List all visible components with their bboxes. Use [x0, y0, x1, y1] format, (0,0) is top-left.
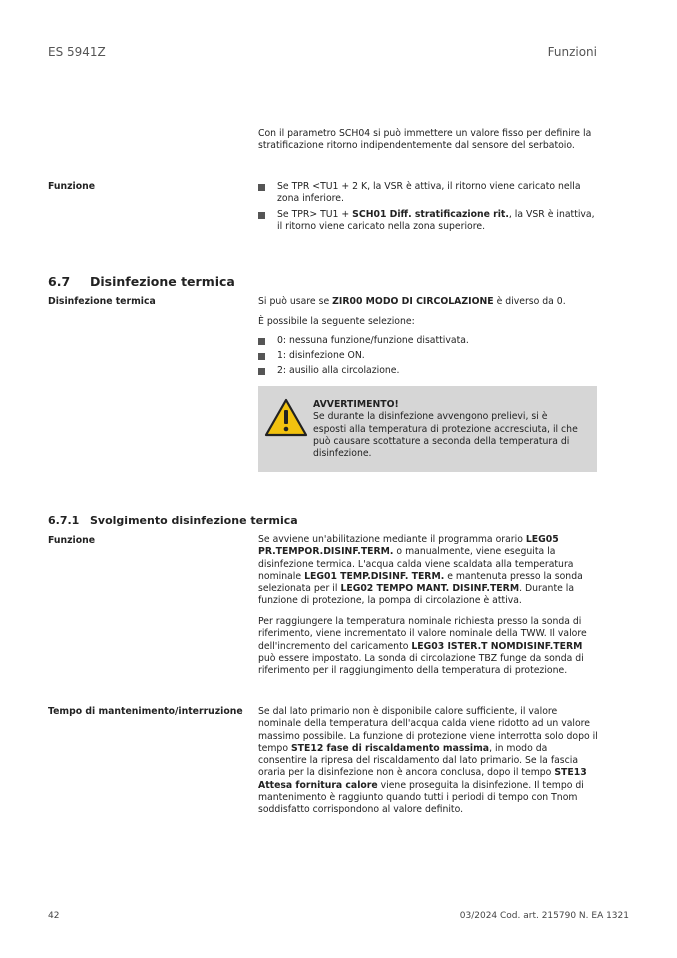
bullet-item — [258, 209, 598, 234]
intro-paragraph: Con il parametro SCH04 si può immettere un valore fisso per definire la stratificazione ritorno indipendentemente dal sensore del serbatoio. — [258, 128, 592, 152]
paragraph: Per raggiungere la temperatura nominale richiesta presso la sonda di riferimento, viene incrementato il valore nominale della TWW. Il valore dell'incremento del caricamento LEG03 ISTER.T NOMDISINF.TERM può essere impostato. La sonda di circolazione TBZ funge da sonda di riferimento per il raggiungimento della temperatura di protezione. — [258, 616, 587, 677]
bullet-square-icon — [258, 184, 265, 191]
disinfezione-label: Disinfezione termica — [48, 296, 156, 307]
warning-triangle-icon — [264, 398, 308, 438]
option-item: 0: nessuna funzione/funzione disattivata. — [258, 335, 598, 347]
tempo-mantenimento-label: Tempo di mantenimento/interruzione — [48, 706, 243, 717]
funzione-label: Funzione — [48, 535, 96, 546]
warning-box — [258, 386, 597, 472]
bullet-square-icon — [258, 353, 265, 360]
warning-body: Se durante la disinfezione avvengono prelievi, si è esposti alla temperatura di protezione accresciuta, il che può causare scottature a seconda della temperatura di disinfezione. — [313, 411, 578, 460]
option-item: 1: disinfezione ON. — [258, 350, 598, 362]
warning-text — [313, 399, 583, 460]
paragraph: Se avviene un'abilitazione mediante il programma orario LEG05 PR.TEMPOR.DISINF.TERM. o manualmente, viene eseguita la disinfezione termica. L'acqua calda viene scaldata alla temperatura nominale LEG01 TEMP.DISINF. TERM. e mantenuta presso la sonda selezionata per il LEG02 TEMPO MANT. DISINF.TERM. Durante la funzione di protezione, la pompa di circolazione è attiva. — [258, 534, 583, 607]
header-section-title: Funzioni — [547, 45, 597, 59]
bullet-square-icon — [258, 368, 265, 375]
warning-title: AVVERTIMENTO! — [313, 399, 399, 410]
section-heading-6-7-1: 6.7.1 Svolgimento disinfezione termica — [48, 514, 298, 527]
option-item: 2: ausilio alla circolazione. — [258, 365, 598, 377]
bullet-text: Se TPR <TU1 + 2 K, la VSR è attiva, il ritorno viene caricato nella zona inferiore. — [277, 181, 581, 205]
funzione-label: Funzione — [48, 181, 96, 192]
header-document-code: ES 5941Z — [48, 45, 106, 59]
bullet-item — [258, 181, 598, 206]
bullet-square-icon — [258, 212, 265, 219]
page-number: 42 — [48, 911, 60, 921]
bullet-square-icon — [258, 338, 265, 345]
paragraph: Si può usare se ZIR00 MODO DI CIRCOLAZIONE è diverso da 0. — [258, 296, 566, 307]
footer-reference: 03/2024 Cod. art. 215790 N. EA 1321 — [459, 911, 629, 921]
paragraph: È possibile la seguente selezione: — [258, 316, 415, 327]
section-heading-6-7: 6.7 Disinfezione termica — [48, 274, 235, 289]
paragraph: Se dal lato primario non è disponibile calore sufficiente, il valore nominale della temperatura dell'acqua calda viene ridotto ad un valore massimo possibile. La funzione di protezione viene interrotta solo dopo il tempo STE12 fase di riscaldamento massima, in modo da consentire la ripresa del riscaldamento dal lato primario. Se la fascia oraria per la disinfezione non è ancora conclusa, dopo il tempo STE13 Attesa fornitura calore viene proseguita la disinfezione. Il tempo di mantenimento è raggiunto quando tutti i periodi di tempo con Tnom soddisfatto corrispondono al valore definito. — [258, 706, 598, 816]
bullet-text: Se TPR> TU1 + SCH01 Diff. stratificazione rit., la VSR è inattiva, il ritorno viene caricato nella zona superiore. — [277, 209, 595, 233]
